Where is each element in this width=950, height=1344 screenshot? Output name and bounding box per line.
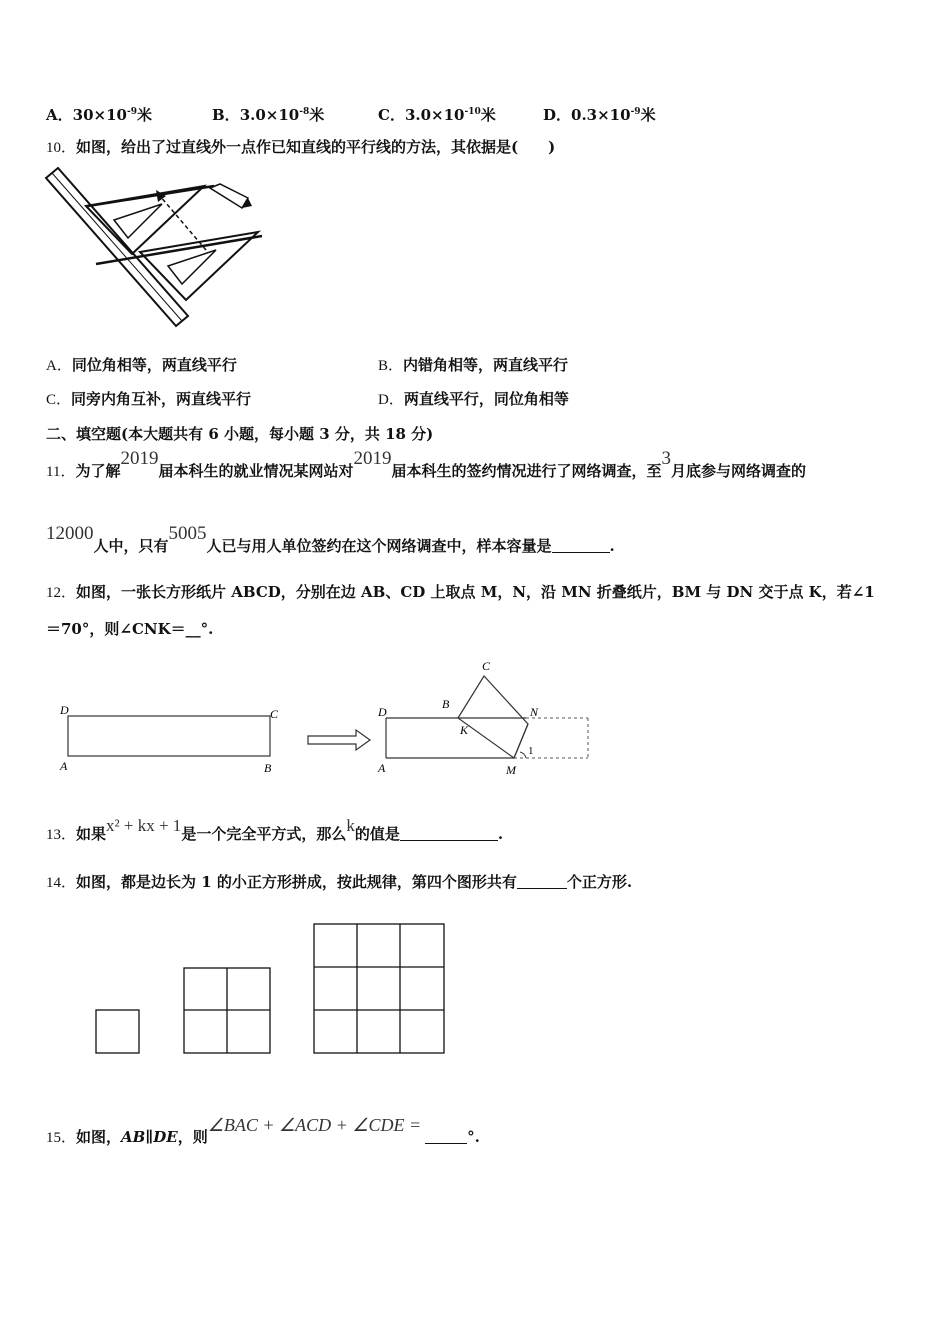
q15-stem: 15．如图，AB∥DE，则∠BAC + ∠ACD + ∠CDE =°. [46, 1115, 480, 1146]
q14-answer-blank[interactable] [517, 874, 567, 889]
section-2-heading: 二、填空题(本大题共有 6 小题，每小题 3 分，共 18 分) [46, 425, 434, 443]
q11-line-1: 11．为了解2019届本科生的就业情况某网站对2019届本科生的签约情况进行了网络调查，至3月底参与网络调查的 [46, 448, 807, 480]
arrow-icon [308, 730, 370, 750]
q12-line-1: 12．如图，一张长方形纸片 ABCD，分别在边 AB、CD 上取点 M，N，沿 MN 折叠纸片，BM 与 DN 交于点 K，若∠1 [46, 583, 875, 601]
label-right-m: M [506, 763, 516, 777]
label-right-a: A [378, 761, 386, 775]
q14-figure [94, 922, 448, 1056]
q12-figure [44, 654, 604, 780]
q10-option-c: C．同旁内角互补，两直线平行 [46, 390, 252, 408]
q10-option-d: D．两直线平行，同位角相等 [378, 390, 569, 408]
q9-option-b: B．$3.0\times 10^{-8}$米 [212, 106, 325, 124]
q10-figure [44, 166, 266, 330]
label-right-k: K [460, 723, 469, 737]
label-angle-1: 1 [528, 745, 534, 757]
label-right-d: D [378, 705, 387, 719]
q10-stem: 10．如图，给出了过直线外一点作已知直线的平行线的方法，其依据是( ) [46, 138, 556, 156]
q13-answer-blank[interactable] [400, 826, 498, 841]
q15-answer-blank[interactable] [425, 1129, 467, 1144]
q9-option-a: A．$30\times 10^{-9}$米 [46, 106, 152, 124]
label-left-b: B [264, 761, 272, 775]
q9-option-c: C．$3.0\times 10^{-10}$米 [378, 106, 496, 124]
q14-stem: 14．如图，都是边长为 1 的小正方形拼成，按此规律，第四个图形共有 个正方形. [46, 873, 633, 891]
q11-answer-blank[interactable] [552, 538, 610, 553]
q11-line-2: 12000人中，只有5005人已与用人单位签约在这个网络调查中，样本容量是 . [46, 523, 615, 555]
q12-line-2: ＝70°，则∠CNK＝__°. [46, 620, 214, 638]
q9-option-d: D．$0.3\times 10^{-9}$米 [543, 106, 656, 124]
label-left-d: D [60, 703, 69, 717]
q13-stem: 13．如果x² + kx + 1是一个完全平方式，那么k的值是 . [46, 816, 504, 843]
label-left-c: C [270, 707, 279, 721]
label-right-b: B [442, 697, 450, 711]
label-left-a: A [60, 759, 68, 773]
label-right-c: C [482, 659, 491, 673]
q10-option-b: B．内错角相等，两直线平行 [378, 356, 569, 374]
label-right-n: N [530, 705, 539, 719]
q10-option-a: A．同位角相等，两直线平行 [46, 356, 237, 374]
